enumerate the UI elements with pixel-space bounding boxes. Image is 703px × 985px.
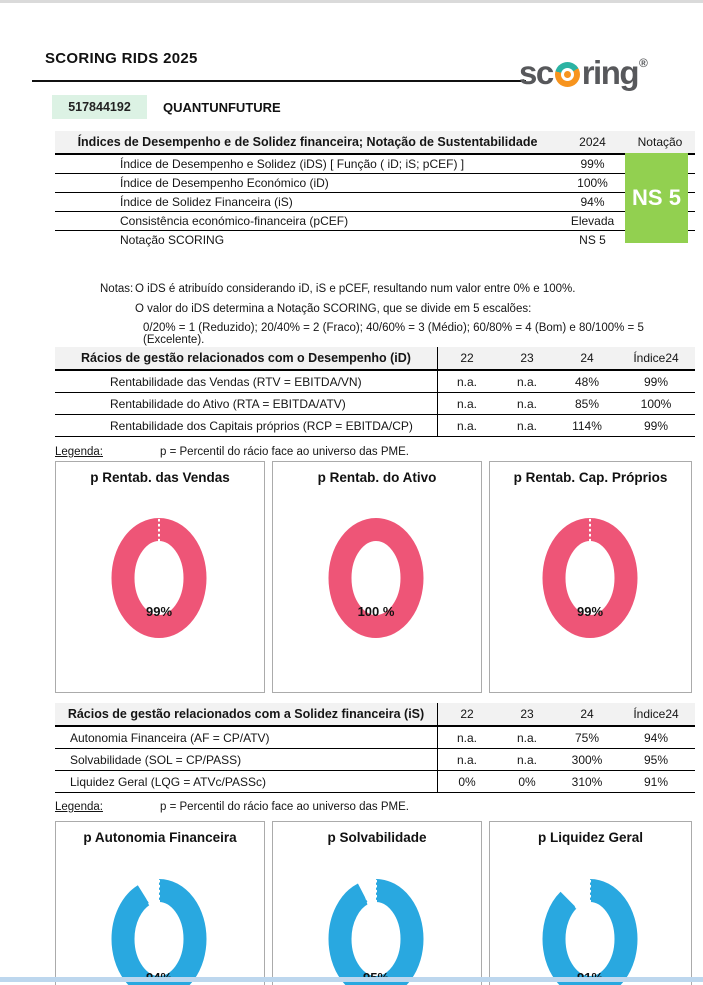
table-row [55,174,695,193]
column-divider [437,703,438,793]
cell: 94% [643,730,669,745]
row-label: Índice de Desempenho Económico (iD) [120,176,329,190]
performance-ratios-header [55,347,695,371]
cell: 85% [574,396,600,411]
table-row [55,155,695,174]
chart-title: p Rentab. das Vendas [90,470,230,485]
row-value: Elevada [570,214,615,228]
legend [55,801,409,813]
table-row [55,749,695,771]
donut-chart [56,462,262,692]
row-label: Notação SCORING [120,233,225,247]
cell: 75% [574,730,600,745]
donut-value-label: 99% [576,604,604,619]
legend-label: Legenda: [55,801,103,813]
notes-label: Notas: [100,283,134,295]
cell: 100% [640,396,672,411]
col-header-indice24: Índice24 [633,351,679,365]
row-label: Índice de Solidez Financeira (iS) [120,195,293,209]
column-divider [437,347,438,437]
row-label: Índice de Desempenho e Solidez (iDS) [ Função ( iD; iS; pCEF) ] [120,157,465,171]
donut-value-label: 99% [145,604,173,619]
company-name: QUANTUNFUTURE [163,100,281,115]
cell: 91% [643,774,669,789]
row-label: Consistência económico-financeira (pCEF) [120,214,349,228]
legend-label: Legenda: [55,446,103,458]
scoring-logo-target-icon [555,62,580,87]
col-header-23: 23 [520,707,534,721]
cell: 48% [574,374,600,389]
cell: n.a. [516,418,537,433]
table-row [55,212,695,231]
table-row [55,727,695,749]
col-header-2024: 2024 [579,135,606,149]
table-row [55,415,695,437]
performance-ratios-title: Rácios de gestão relacionados com o Desempenho (iD) [81,351,411,365]
col-header-22: 22 [460,351,474,365]
table-row [55,371,695,393]
donut-chart [490,822,689,985]
chart-panel-rentab-vendas [55,461,265,693]
cell: 300% [571,752,603,767]
indices-table-title: Índices de Desempenho e de Solidez financeira; Notação de Sustentabilidade [77,135,538,149]
cell: n.a. [456,730,477,745]
cell: 310% [571,774,603,789]
col-header-indice24: Índice24 [633,707,679,721]
performance-ratios-table [55,347,695,437]
solidity-ratios-header [55,703,695,727]
chart-title: p Solvabilidade [327,830,427,845]
row-label: Rentabilidade das Vendas (RTV = EBITDA/VN) [110,374,362,389]
donut-chart [273,822,479,985]
row-label: Rentabilidade do Ativo (RTA = EBITDA/ATV) [110,396,346,411]
logo-text-post: ring [581,54,639,91]
cell: 114% [572,418,602,433]
chart-panel-liquidez-geral [489,821,692,985]
row-value: 100% [577,176,608,190]
cell: n.a. [456,418,477,433]
row-label: Autonomia Financeira (AF = CP/ATV) [70,730,270,745]
row-value: 99% [580,157,605,171]
donut-chart [273,462,479,692]
donut-value-label: 100 % [357,604,395,619]
cell: n.a. [456,752,477,767]
cell: n.a. [516,730,537,745]
page-title: SCORING RIDS 2025 [45,50,198,67]
indices-table-header [55,131,695,155]
company-id-badge: 517844192 [52,95,147,119]
cell: 0% [518,774,536,789]
row-label: Rentabilidade dos Capitais próprios (RCP = EBITDA/CP) [110,418,413,433]
cell: n.a. [516,396,537,411]
col-header-24: 24 [580,707,594,721]
solidity-ratios-table [55,703,695,793]
chart-title: p Autonomia Financeira [83,830,237,845]
cell: n.a. [516,374,537,389]
donut-chart [56,822,262,985]
col-header-notacao: Notação [637,135,683,149]
row-label: Liquidez Geral (LQG = ATVc/PASSc) [70,774,266,789]
col-header-23: 23 [520,351,534,365]
chart-panel-autonomia-financeira [55,821,265,985]
legend-text: p = Percentil do rácio face ao universo das PME. [160,801,409,813]
cell: n.a. [516,752,537,767]
row-value: 94% [580,195,605,209]
chart-panel-solvabilidade [272,821,482,985]
chart-panel-rentab-ativo [272,461,482,693]
cell: n.a. [456,396,477,411]
row-value: NS 5 [579,233,606,247]
cell: 0% [458,774,476,789]
logo-text-pre: sc [519,54,553,91]
registered-trademark-symbol: ® [639,55,648,70]
chart-title: p Liquidez Geral [537,830,643,845]
table-row [55,231,695,249]
indices-table [55,131,695,249]
col-header-24: 24 [580,351,594,365]
cell: 99% [643,374,669,389]
col-header-22: 22 [460,707,474,721]
chart-panel-rentab-cap-proprios [489,461,692,693]
cell: n.a. [456,374,477,389]
legend [55,446,409,458]
donut-chart [490,462,689,692]
table-row [55,193,695,212]
chart-title: p Rentab. do Ativo [317,470,437,485]
footer-strip [0,977,703,982]
legend-text: p = Percentil do rácio face ao universo das PME. [160,446,409,458]
table-row [55,771,695,793]
note-line: O valor do iDS determina a Notação SCORING, que se divide em 5 escalões: [135,303,532,315]
scoring-logo [519,56,648,89]
title-rule [32,80,526,82]
cell: 99% [643,418,669,433]
table-row [55,393,695,415]
window-top-edge [0,0,703,3]
row-label: Solvabilidade (SOL = CP/PASS) [70,752,242,767]
solidity-ratios-title: Rácios de gestão relacionados com a Solidez financeira (iS) [67,707,425,721]
cell: 95% [643,752,669,767]
chart-title: p Rentab. Cap. Próprios [513,470,668,485]
note-line: 0/20% = 1 (Reduzido); 20/40% = 2 (Fraco); 40/60% = 3 (Médio); 60/80% = 4 (Bom) e 80/100% = 5 (Excelente). [143,322,644,346]
note-line: O iDS é atribuído considerando iD, iS e pCEF, resultando num valor entre 0% e 100%. [135,283,576,295]
ns5-rating-badge: NS 5 [625,153,688,243]
